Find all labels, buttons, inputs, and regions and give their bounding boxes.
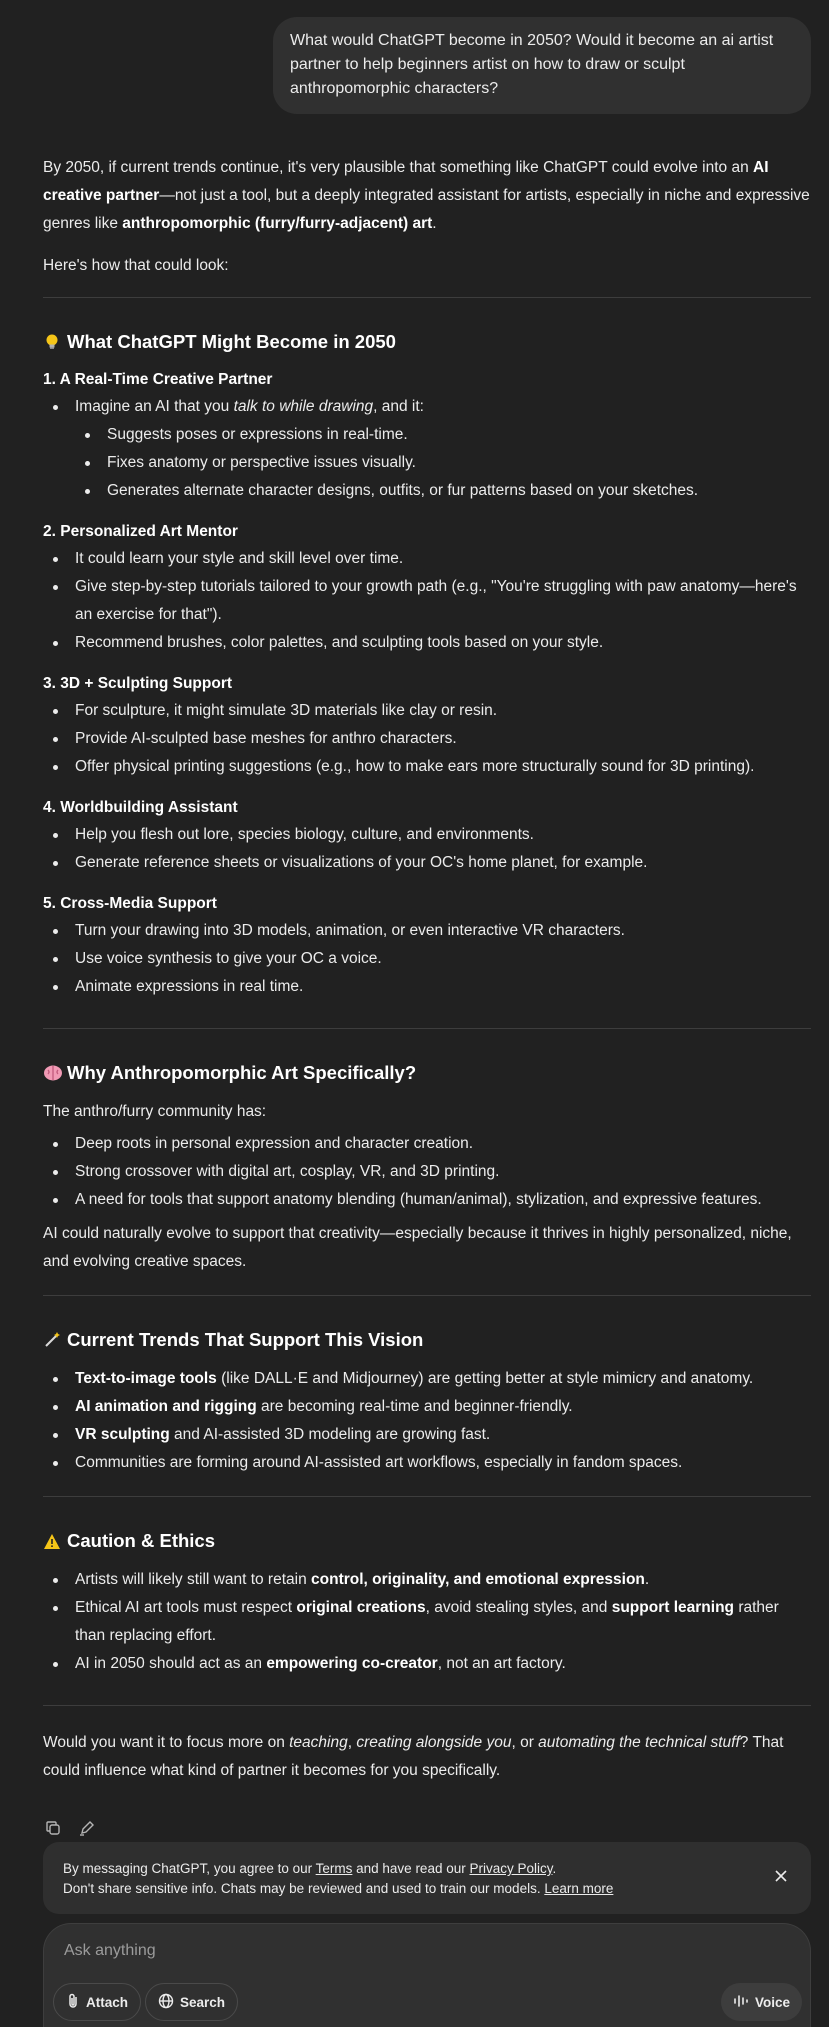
list-item: Use voice synthesis to give your OC a voice. [43, 945, 811, 973]
bold-text: support learning [611, 1599, 735, 1616]
list-item: Generate reference sheets or visualizations of your OC's home planet, for example. [43, 849, 811, 877]
subheading-realtime-partner: 1. A Real-Time Creative Partner [43, 371, 273, 388]
list-item: Communities are forming around AI-assisted art workflows, especially in fandom spaces. [43, 1449, 811, 1477]
list-item-text: Imagine an AI that you [75, 398, 234, 415]
notice-text: . [552, 1861, 557, 1876]
list-item: A need for tools that support anatomy blending (human/animal), stylization, and expressive features. [43, 1186, 811, 1214]
section-heading-caution [43, 1526, 811, 1556]
list-item: Strong crossover with digital art, cosplay, VR, and 3D printing. [43, 1158, 811, 1186]
intro-text: By 2050, if current trends continue, it's very plausible that something like ChatGPT could evolve into an [43, 159, 754, 176]
intro-bold-ai-creative-partner: AI creative partner [43, 159, 769, 204]
list [43, 697, 811, 781]
user-message-bubble [273, 17, 811, 114]
list-item-italic: talk to while drawing [233, 398, 374, 415]
list-item: Suggests poses or expressions in real-time. [75, 421, 811, 449]
closing-text: , [347, 1734, 357, 1751]
list-item: Generates alternate character designs, outfits, or fur patterns based on your sketches. [75, 477, 811, 505]
paragraph: The anthro/furry community has: [43, 1103, 267, 1120]
divider [43, 1295, 811, 1296]
voice-label: Voice [754, 1994, 790, 2010]
list-item-text: , and it: [373, 398, 424, 415]
globe-icon [158, 1993, 174, 2012]
section-title: Why Anthropomorphic Art Specifically? [67, 1062, 417, 1083]
list [43, 393, 811, 505]
notice-text: Don't share sensitive info. Chats may be reviewed and used to train our models. [63, 1881, 545, 1896]
list-item-text: rather than replacing effort. [75, 1599, 779, 1644]
list-item-text: are becoming real-time and beginner-friendly. [256, 1398, 573, 1415]
intro-text-3: . [432, 215, 437, 232]
list-item-text: (like DALL·E and Midjourney) are getting better at style mimicry and anatomy. [216, 1370, 754, 1387]
list-item: Provide AI-sculpted base meshes for anthro characters. [43, 725, 811, 753]
list [43, 1130, 811, 1214]
list-item-text: , avoid stealing styles, and [425, 1599, 612, 1616]
notice-line-1 [63, 1859, 791, 1879]
list [43, 1566, 811, 1678]
list-item-text: , not an art factory. [437, 1655, 566, 1672]
list-item: Give step-by-step tutorials tailored to your growth path (e.g., "You're struggling with paw anatomy—here's an exercise for that"). [43, 573, 811, 629]
list-item: Turn your drawing into 3D models, animation, or even interactive VR characters. [43, 917, 811, 945]
terms-notice [43, 1842, 811, 1914]
bold-text: original creations [296, 1599, 426, 1616]
italic-text: automating the technical stuff [538, 1734, 740, 1751]
warning-icon [43, 1533, 65, 1550]
privacy-policy-link[interactable]: Privacy Policy [469, 1861, 553, 1876]
brain-icon [43, 1064, 65, 1082]
notice-text: By messaging ChatGPT, you agree to our [63, 1861, 316, 1876]
list-item-text: and AI-assisted 3D modeling are growing fast. [169, 1426, 491, 1443]
intro-paragraph-2: Here's how that could look: [43, 257, 229, 274]
paragraph: AI could naturally evolve to support that creativity—especially because it thrives in highly personalized, niche, and evolving creative spaces. [43, 1225, 792, 1270]
list [43, 821, 811, 877]
closing-paragraph [43, 1729, 811, 1785]
search-button[interactable] [145, 1983, 238, 2021]
section-heading-why-anthro [43, 1058, 811, 1088]
list-item [43, 393, 811, 505]
italic-text: teaching [289, 1734, 348, 1751]
closing-text: Would you want it to focus more on [43, 1734, 290, 1751]
bold-text: AI animation and rigging [75, 1398, 257, 1415]
paperclip-icon [66, 1993, 80, 2012]
list-item: Deep roots in personal expression and character creation. [43, 1130, 811, 1158]
section-title: Current Trends That Support This Vision [67, 1329, 424, 1350]
list-item [43, 1365, 811, 1393]
list [43, 1365, 811, 1477]
bold-text: control, originality, and emotional expression [311, 1571, 645, 1588]
list-item: It could learn your style and skill level over time. [43, 545, 811, 573]
divider [43, 1496, 811, 1497]
list-item-text: Artists will likely still want to retain [75, 1571, 312, 1588]
edit-icon[interactable] [77, 1818, 97, 1838]
list-item: Animate expressions in real time. [43, 973, 811, 1001]
attach-label: Attach [86, 1994, 129, 2010]
learn-more-link[interactable]: Learn more [544, 1881, 614, 1896]
list-item: Recommend brushes, color palettes, and sculpting tools based on your style. [43, 629, 811, 657]
magic-wand-icon [43, 1331, 65, 1349]
lightbulb-icon [43, 333, 65, 351]
list-item [43, 1594, 811, 1650]
closing-text: , or [511, 1734, 539, 1751]
section-heading-trends [43, 1325, 811, 1355]
list-item [43, 1393, 811, 1421]
list [43, 545, 811, 657]
list-item: For sculpture, it might simulate 3D materials like clay or resin. [43, 697, 811, 725]
terms-link[interactable]: Terms [315, 1861, 353, 1876]
divider [43, 297, 811, 298]
close-icon[interactable] [773, 1868, 789, 1884]
voice-button[interactable] [721, 1983, 802, 2021]
list-item-text: AI in 2050 should act as an [75, 1655, 267, 1672]
waveform-icon [733, 1994, 749, 2011]
list-item: Offer physical printing suggestions (e.g., how to make ears more structurally sound for 3D printing). [43, 753, 811, 781]
section-heading-2050 [43, 327, 811, 357]
subheading-cross-media: 5. Cross-Media Support [43, 895, 217, 912]
search-label: Search [180, 1994, 226, 2010]
composer[interactable] [43, 1923, 811, 2027]
user-message-text: What would ChatGPT become in 2050? Would it become an ai artist partner to help beginners artist on how to draw or sculpt anthropomorphic characters? [290, 32, 774, 97]
copy-icon[interactable] [43, 1818, 63, 1838]
italic-text: creating alongside you [356, 1734, 512, 1751]
list [43, 917, 811, 1001]
nested-list [75, 421, 811, 505]
list-item [43, 1421, 811, 1449]
bold-text: empowering co-creator [266, 1655, 438, 1672]
list-item-text: . [644, 1571, 650, 1588]
divider [43, 1705, 811, 1706]
bold-text: VR sculpting [75, 1426, 170, 1443]
closing-text: ? That could influence what kind of partner it becomes for you specifically. [43, 1734, 784, 1779]
message-input[interactable]: Ask anything [64, 1942, 156, 1959]
bold-text: Text-to-image tools [75, 1370, 217, 1387]
list-item [43, 1650, 811, 1678]
list-item-text: Ethical AI art tools must respect [75, 1599, 297, 1616]
notice-line-2 [63, 1879, 791, 1899]
subheading-worldbuilding: 4. Worldbuilding Assistant [43, 799, 238, 816]
divider [43, 1028, 811, 1029]
list-item: Fixes anatomy or perspective issues visually. [75, 449, 811, 477]
section-title: Caution & Ethics [67, 1530, 216, 1551]
intro-bold-anthro-art: anthropomorphic (furry/furry-adjacent) art [122, 215, 433, 232]
list-item [43, 1566, 811, 1594]
subheading-art-mentor: 2. Personalized Art Mentor [43, 523, 238, 540]
assistant-response [43, 154, 811, 1785]
section-title: What ChatGPT Might Become in 2050 [67, 331, 396, 352]
list-item: Help you flesh out lore, species biology, culture, and environments. [43, 821, 811, 849]
subheading-sculpting: 3. 3D + Sculpting Support [43, 675, 233, 692]
intro-text-2: —not just a tool, but a deeply integrated assistant for artists, especially in niche and expressive genres like [43, 187, 810, 232]
intro-paragraph [43, 154, 811, 238]
message-actions [43, 1818, 97, 1838]
notice-text: and have read our [352, 1861, 470, 1876]
attach-button[interactable] [53, 1983, 141, 2021]
